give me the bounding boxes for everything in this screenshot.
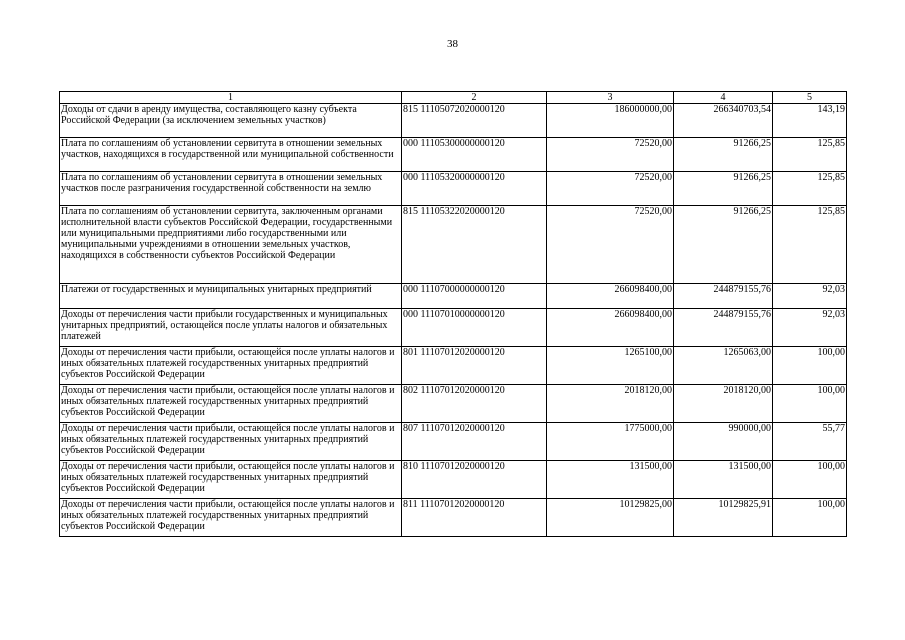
percent-cell: 100,00: [773, 461, 847, 499]
actual-amount-cell: 266340703,54: [674, 104, 773, 138]
revenue-name-cell: Плата по соглашениям об установлении сервитута, заключенным органами исполнительной власти субъектов Российской Федерации, государственными или муниципальными предприятиями либо государственными или муниципальными учреждениями в отношении земельных участков, находящихся в собственности субъектов Российской Федерации: [60, 206, 402, 284]
plan-amount-cell: 2018120,00: [547, 385, 674, 423]
actual-amount-cell: 91266,25: [674, 206, 773, 284]
revenue-name-cell: Доходы от перечисления части прибыли государственных и муниципальных унитарных предприятий, остающейся после уплаты налогов и обязательных платежей: [60, 309, 402, 347]
budget-code-cell: 000 11105320000000120: [402, 172, 547, 206]
percent-cell: 92,03: [773, 284, 847, 309]
table-row: [60, 309, 847, 347]
budget-code-cell: 810 11107012020000120: [402, 461, 547, 499]
revenue-name-cell: Платежи от государственных и муниципальных унитарных предприятий: [60, 284, 402, 309]
revenue-name-cell: Доходы от перечисления части прибыли, остающейся после уплаты налогов и иных обязательных платежей государственных унитарных предприятий субъектов Российской Федерации: [60, 385, 402, 423]
revenue-name-cell: Доходы от перечисления части прибыли, остающейся после уплаты налогов и иных обязательных платежей государственных унитарных предприятий субъектов Российской Федерации: [60, 461, 402, 499]
table-row: [60, 172, 847, 206]
plan-amount-cell: 1265100,00: [547, 347, 674, 385]
budget-code-cell: 000 11107010000000120: [402, 309, 547, 347]
table-row: [60, 347, 847, 385]
percent-cell: 125,85: [773, 138, 847, 172]
percent-cell: 55,77: [773, 423, 847, 461]
table-header-row: [60, 92, 847, 104]
plan-amount-cell: 266098400,00: [547, 309, 674, 347]
percent-cell: 100,00: [773, 499, 847, 537]
actual-amount-cell: 2018120,00: [674, 385, 773, 423]
budget-code-cell: 815 11105072020000120: [402, 104, 547, 138]
revenue-table: [59, 91, 847, 537]
column-header: 1: [60, 92, 402, 104]
actual-amount-cell: 1265063,00: [674, 347, 773, 385]
budget-code-cell: 802 11107012020000120: [402, 385, 547, 423]
actual-amount-cell: 244879155,76: [674, 309, 773, 347]
percent-cell: 100,00: [773, 347, 847, 385]
actual-amount-cell: 990000,00: [674, 423, 773, 461]
plan-amount-cell: 72520,00: [547, 172, 674, 206]
percent-cell: 125,85: [773, 172, 847, 206]
table-row: [60, 423, 847, 461]
actual-amount-cell: 91266,25: [674, 172, 773, 206]
column-header: 5: [773, 92, 847, 104]
plan-amount-cell: 72520,00: [547, 206, 674, 284]
revenue-name-cell: Доходы от перечисления части прибыли, остающейся после уплаты налогов и иных обязательных платежей государственных унитарных предприятий субъектов Российской Федерации: [60, 347, 402, 385]
actual-amount-cell: 244879155,76: [674, 284, 773, 309]
percent-cell: 143,19: [773, 104, 847, 138]
budget-code-cell: 000 11107000000000120: [402, 284, 547, 309]
actual-amount-cell: 10129825,91: [674, 499, 773, 537]
percent-cell: 100,00: [773, 385, 847, 423]
page-number: 38: [447, 38, 458, 50]
table-row: [60, 138, 847, 172]
percent-cell: 125,85: [773, 206, 847, 284]
actual-amount-cell: 131500,00: [674, 461, 773, 499]
table-row: [60, 206, 847, 284]
actual-amount-cell: 91266,25: [674, 138, 773, 172]
column-header: 3: [547, 92, 674, 104]
revenue-name-cell: Доходы от перечисления части прибыли, остающейся после уплаты налогов и иных обязательных платежей государственных унитарных предприятий субъектов Российской Федерации: [60, 499, 402, 537]
table-row: [60, 385, 847, 423]
plan-amount-cell: 186000000,00: [547, 104, 674, 138]
budget-code-cell: 811 11107012020000120: [402, 499, 547, 537]
revenue-name-cell: Доходы от сдачи в аренду имущества, составляющего казну субъекта Российской Федерации (за исключением земельных участков): [60, 104, 402, 138]
plan-amount-cell: 1775000,00: [547, 423, 674, 461]
percent-cell: 92,03: [773, 309, 847, 347]
column-header: 4: [674, 92, 773, 104]
revenue-name-cell: Плата по соглашениям об установлении сервитута в отношении земельных участков, находящихся в государственной или муниципальной собственности: [60, 138, 402, 172]
table-row: [60, 499, 847, 537]
table-row: [60, 284, 847, 309]
table-row: [60, 104, 847, 138]
revenue-name-cell: Доходы от перечисления части прибыли, остающейся после уплаты налогов и иных обязательных платежей государственных унитарных предприятий субъектов Российской Федерации: [60, 423, 402, 461]
budget-code-cell: 801 11107012020000120: [402, 347, 547, 385]
column-header: 2: [402, 92, 547, 104]
plan-amount-cell: 131500,00: [547, 461, 674, 499]
revenue-name-cell: Плата по соглашениям об установлении сервитута в отношении земельных участков после разграничения государственной собственности на землю: [60, 172, 402, 206]
budget-code-cell: 815 11105322020000120: [402, 206, 547, 284]
plan-amount-cell: 266098400,00: [547, 284, 674, 309]
plan-amount-cell: 10129825,00: [547, 499, 674, 537]
budget-code-cell: 000 11105300000000120: [402, 138, 547, 172]
plan-amount-cell: 72520,00: [547, 138, 674, 172]
budget-code-cell: 807 11107012020000120: [402, 423, 547, 461]
table-row: [60, 461, 847, 499]
